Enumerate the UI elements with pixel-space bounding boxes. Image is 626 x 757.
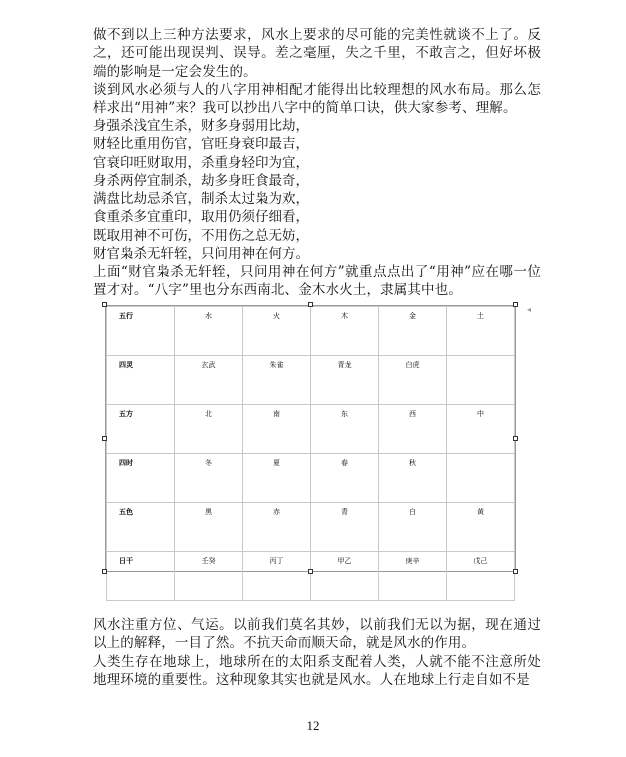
paragraph-intro: 做不到以上三种方法要求，风水上要求的尽可能的完美性就谈不上了。反之，还可能出现误判、误导。差之毫厘，失之千里，不敢言之，但好坏极端的影响是一定会发生的。: [93, 27, 541, 80]
table-cell: 东: [311, 405, 379, 454]
table-row: [107, 356, 515, 405]
paragraph-explanation: 上面“财官枭杀无轩轾，只问用神在何方”就重点点出了“用神”应在哪一位置才对。“八字”里也分东西南北、金木水火土，隶属其中也。: [93, 264, 541, 299]
resize-handle-top-left[interactable]: [102, 302, 107, 307]
verse-line: 食重杀多宜重印，取用仍须仔细看，: [93, 209, 309, 226]
table-cell: 西: [379, 405, 447, 454]
table-row-header: 五方: [107, 405, 175, 454]
verse-line: 财轻比重用伤官，官旺身衰印最吉，: [93, 136, 309, 153]
table-cell: 丙丁: [243, 552, 311, 601]
resize-handle-bottom[interactable]: [308, 569, 313, 574]
table-row-header: 四时: [107, 454, 175, 503]
paragraph-yongshen: 谈到风水必须与人的八字用神相配才能得出比较理想的风水布局。那么怎样求出“用神”来？我可以抄出八字中的简单口诀，供大家参考、理解。: [93, 82, 541, 117]
verse-line: 身强杀浅宜生杀，财多身弱用比劫，: [93, 118, 309, 134]
table-row: [107, 307, 515, 356]
table-cell: 甲乙: [311, 552, 379, 601]
table-row-header: 五色: [107, 503, 175, 552]
paragraph-fengshui: 风水注重方位、气运。以前我们莫名其妙，以前我们无以为据，现在通过以上的解释，一目了然。不抗天命而顺天命，就是风水的作用。: [93, 617, 541, 652]
table-row-header: 日干: [107, 552, 175, 601]
table-cell: 土: [447, 307, 515, 356]
table-row: [107, 405, 515, 454]
verse-line: 身杀两停宜制杀，劫多身旺食最奇，: [93, 172, 309, 189]
table-cell: 青: [311, 503, 379, 552]
page-number: 12: [306, 718, 320, 733]
table-row-header: 五行: [107, 307, 175, 356]
table-cell: 玄武: [175, 356, 243, 405]
table-cell: 冬: [175, 454, 243, 503]
table-row-header: 四灵: [107, 356, 175, 405]
verse-block: [93, 117, 309, 263]
table-cell: 火: [243, 307, 311, 356]
table-cell: 中: [447, 405, 515, 454]
table-row: [107, 552, 515, 601]
table-row: [107, 454, 515, 503]
table-cell: 壬癸: [175, 552, 243, 601]
table-cell: [447, 454, 515, 503]
resize-handle-left[interactable]: [102, 436, 107, 441]
table-cell: 白虎: [379, 356, 447, 405]
table-cell: 赤: [243, 503, 311, 552]
table-cell: 水: [175, 307, 243, 356]
table-cell: 黑: [175, 503, 243, 552]
table-cell: 金: [379, 307, 447, 356]
resize-handle-right[interactable]: [513, 436, 518, 441]
wuxing-table: [106, 306, 515, 601]
table-cell: [447, 356, 515, 405]
table-cell: 夏: [243, 454, 311, 503]
table-cell: 庚辛: [379, 552, 447, 601]
table-cell: 北: [175, 405, 243, 454]
table-cell: 春: [311, 454, 379, 503]
verse-line: 官衰印旺财取用，杀重身轻印为宜，: [93, 154, 309, 171]
resize-handle-bottom-right[interactable]: [513, 569, 518, 574]
resize-handle-top-right[interactable]: [513, 302, 518, 307]
table-cell: 秋: [379, 454, 447, 503]
table-cell: 青龙: [311, 356, 379, 405]
table-cell: 木: [311, 307, 379, 356]
anchor-icon: ◂: [527, 305, 532, 314]
table-cell: 朱雀: [243, 356, 311, 405]
resize-handle-bottom-left[interactable]: [102, 569, 107, 574]
table-cell: 白: [379, 503, 447, 552]
wuxing-table-frame[interactable]: [105, 305, 516, 572]
resize-handle-top[interactable]: [308, 302, 313, 307]
table-cell: 南: [243, 405, 311, 454]
verse-line: 既取用神不可伤，不用伤之总无妨，: [93, 227, 309, 244]
table-cell: 黄: [447, 503, 515, 552]
verse-line: 满盘比劫忌杀官，制杀太过枭为欢，: [93, 191, 309, 208]
verse-line: 财官枭杀无轩轾，只问用神在何方。: [93, 246, 309, 263]
table-cell: 戊己: [447, 552, 515, 601]
paragraph-environment: 人类生存在地球上，地球所在的太阳系支配着人类，人就不能不注意所处地理环境的重要性。这种现象其实也就是风水。人在地球上行走自如不是: [93, 654, 541, 689]
table-row: [107, 503, 515, 552]
